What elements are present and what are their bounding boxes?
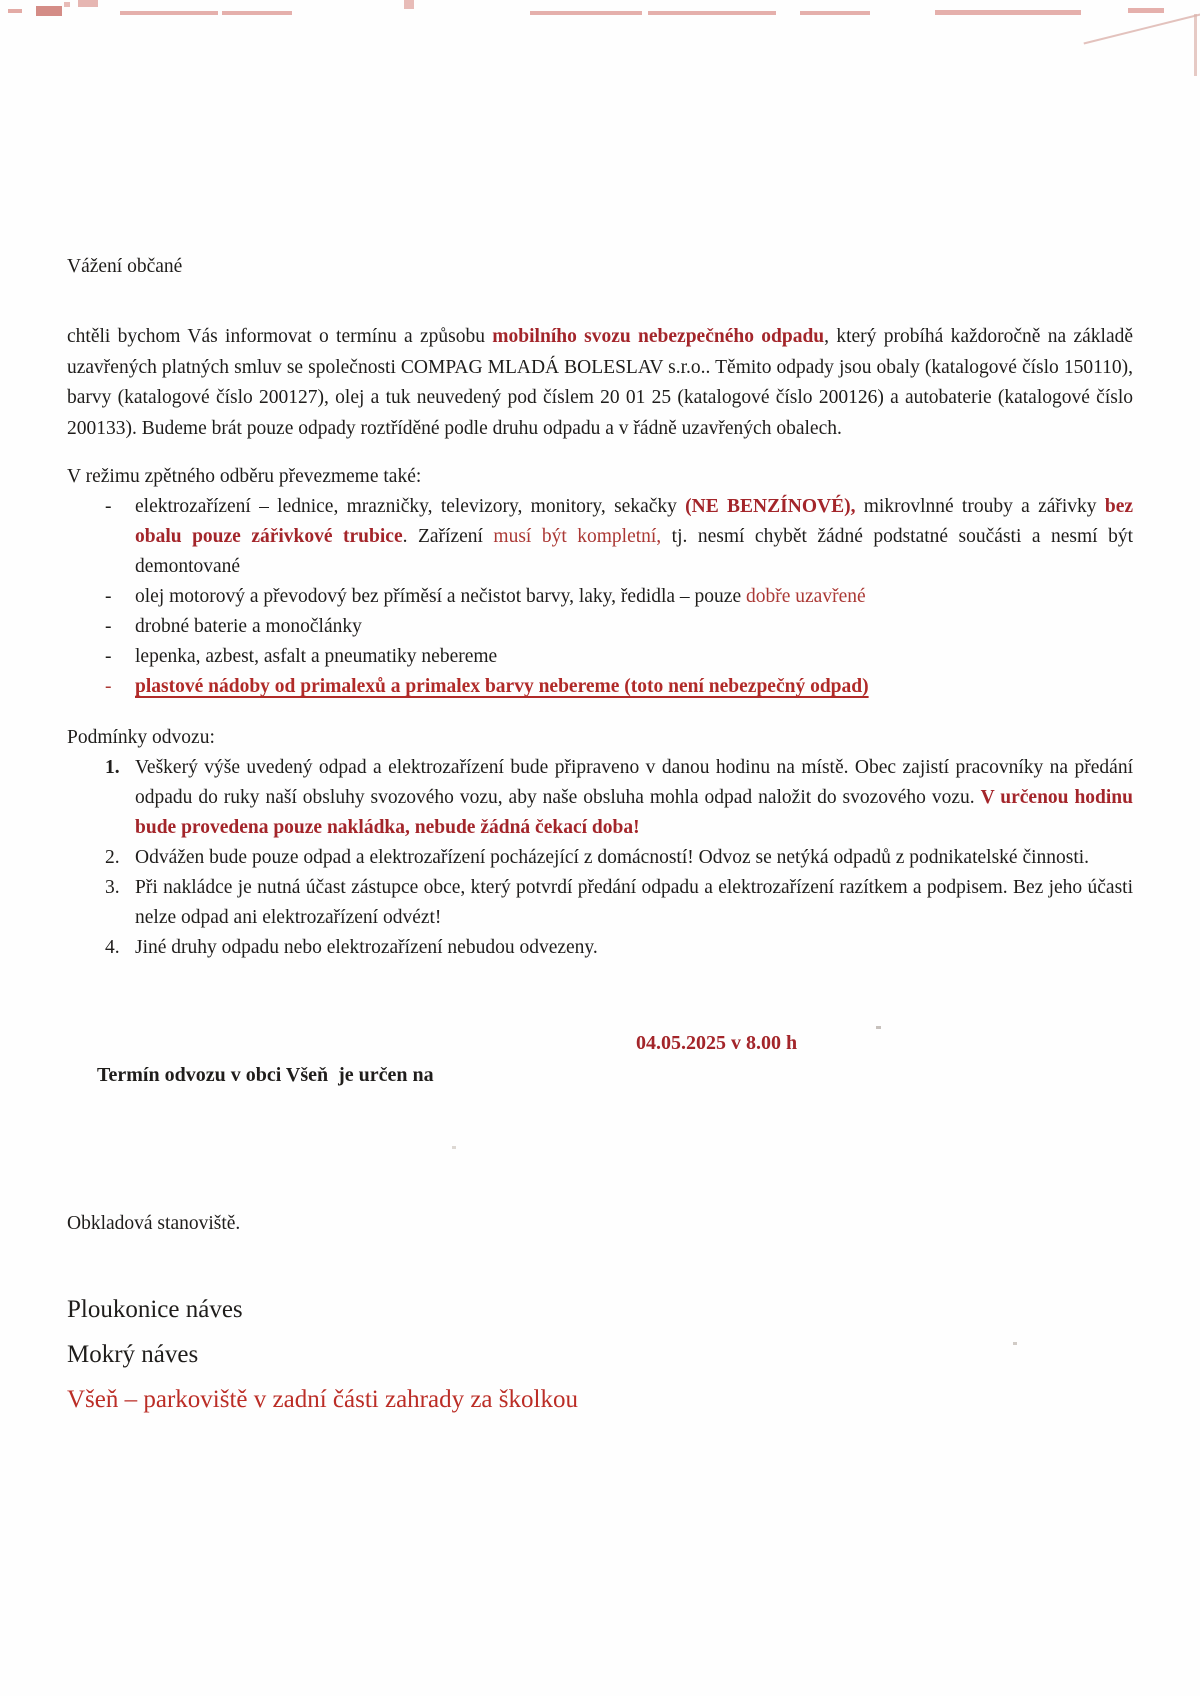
text-segment: mikrovlnné trouby a zářivky <box>855 496 1105 518</box>
text-segment: drobné baterie a monočlánky <box>135 616 362 638</box>
takeback-bullet <box>67 612 1133 642</box>
list-marker: - <box>105 616 112 638</box>
list-marker: 2. <box>105 847 120 869</box>
station-location: Všeň – parkoviště v zadní části zahrady za školkou <box>67 1386 578 1414</box>
text-segment: Odvážen bude pouze odpad a elektrozařízení pocházející z domácností! Odvoz se netýká odpadů z podnikatelské činnosti. <box>135 847 1090 869</box>
text-segment: tj. nesmí chybět žádné podstatné součásti a nesmí být demontované <box>135 526 1138 578</box>
station-location: Ploukonice náves <box>67 1296 243 1324</box>
takeback-bullet <box>67 642 1133 672</box>
letter-content <box>67 252 1138 1422</box>
scan-mark <box>8 9 22 13</box>
takeback-bullet <box>67 672 1133 702</box>
scan-mark <box>1084 14 1200 45</box>
scan-mark <box>1128 8 1164 13</box>
takeback-bullet <box>67 492 1138 582</box>
text-segment: chtěli bychom Vás informovat o termínu a způsobu <box>67 326 493 347</box>
takeback-heading: V režimu zpětného odběru převezmeme také: <box>67 466 422 488</box>
list-marker: 1. <box>105 757 120 779</box>
intro-paragraph <box>67 322 1138 444</box>
text-segment: lepenka, azbest, asfalt a pneumatiky nebereme <box>135 646 498 668</box>
text-segment: elektrozařízení – lednice, mrazničky, televizory, monitory, sekačky <box>135 496 686 518</box>
schedule-label: Termín odvozu v obci Všeň je určen na <box>97 1064 434 1087</box>
scan-mark <box>1194 14 1197 76</box>
scan-mark <box>404 0 414 9</box>
scan-mark <box>222 11 292 15</box>
text-segment: . Zařízení <box>402 526 494 548</box>
condition-item <box>67 933 1133 963</box>
text-segment: V určenou hodinu bude provedena pouze nakládka, nebude žádná čekací doba! <box>135 787 1138 839</box>
scan-mark <box>78 0 98 7</box>
list-marker: - <box>105 646 112 668</box>
scan-mark <box>800 11 870 15</box>
condition-item <box>67 843 1133 873</box>
list-marker: - <box>105 676 112 698</box>
text-segment: mobilního svozu nebezpečného odpadu <box>492 326 825 347</box>
list-marker: 3. <box>105 877 120 899</box>
text-segment: , který probíhá každoročně na základě uzavřených platných smluv se společnosti COMPAG MLADÁ BOLESLAV s.r.o.. Těmito odpady jsou obaly (katalogové číslo 150110), barvy (katalogové číslo 200127), olej a tuk neuvedený pod číslem 20 01 25 (katalogové číslo 200126) a autobaterie (katalogové číslo 200133). Budeme brát pouze odpady roztříděné podle druhu odpadu a v řádně uzavřených obalech. <box>67 326 1138 439</box>
text-segment: Při nakládce je nutná účast zástupce obce, který potvrdí předání odpadu a elektrozařízení razítkem a podpisem. Bez jeho účasti nelze odpad ani elektrozařízení odvézt! <box>135 877 1138 929</box>
text-segment: bez obalu pouze zářivkové trubice <box>135 496 1138 548</box>
conditions-list <box>67 753 1138 963</box>
schedule-date: 04.05.2025 v 8.00 h <box>636 1032 798 1055</box>
list-marker: - <box>105 496 112 518</box>
condition-item <box>67 753 1138 843</box>
stations-list <box>67 1287 1133 1422</box>
takeback-list <box>67 492 1138 702</box>
text-segment: Veškerý výše uvedený odpad a elektrozařízení bude připraveno v danou hodinu na místě. Obec zajistí pracovníky na předání odpadu do ruky naší obsluhy svozového vozu, aby naše obsluha mohla odpad naložit do svozového vozu. <box>135 757 1138 809</box>
text-segment: Jiné druhy odpadu nebo elektrozařízení nebudou odvezeny. <box>135 937 598 959</box>
text-segment: musí být kompletní, <box>493 526 662 548</box>
scan-mark <box>36 6 62 16</box>
text-segment: dobře uzavřené <box>746 586 866 608</box>
schedule-line <box>67 1027 1133 1155</box>
scan-mark <box>64 2 70 7</box>
scan-mark <box>120 11 218 15</box>
text-segment: (NE BENZÍNOVÉ), <box>685 496 856 518</box>
list-marker: - <box>105 586 112 608</box>
list-marker: 4. <box>105 937 120 959</box>
greeting-line: Vážení občané <box>67 256 183 277</box>
conditions-heading: Podmínky odvozu: <box>67 727 215 749</box>
station-location: Mokrý náves <box>67 1341 199 1369</box>
scan-mark <box>935 10 1081 15</box>
text-segment: plastové nádoby od primalexů a primalex barvy nebereme (toto není nebezpečný odpad) <box>135 676 869 698</box>
scan-mark <box>530 11 642 15</box>
text-segment: olej motorový a převodový bez příměsí a nečistot barvy, laky, ředidla – pouze <box>135 586 746 608</box>
stations-heading: Obkladová stanoviště. <box>67 1213 241 1235</box>
condition-item <box>67 873 1138 933</box>
takeback-bullet <box>67 582 1133 612</box>
scan-mark <box>648 11 776 15</box>
